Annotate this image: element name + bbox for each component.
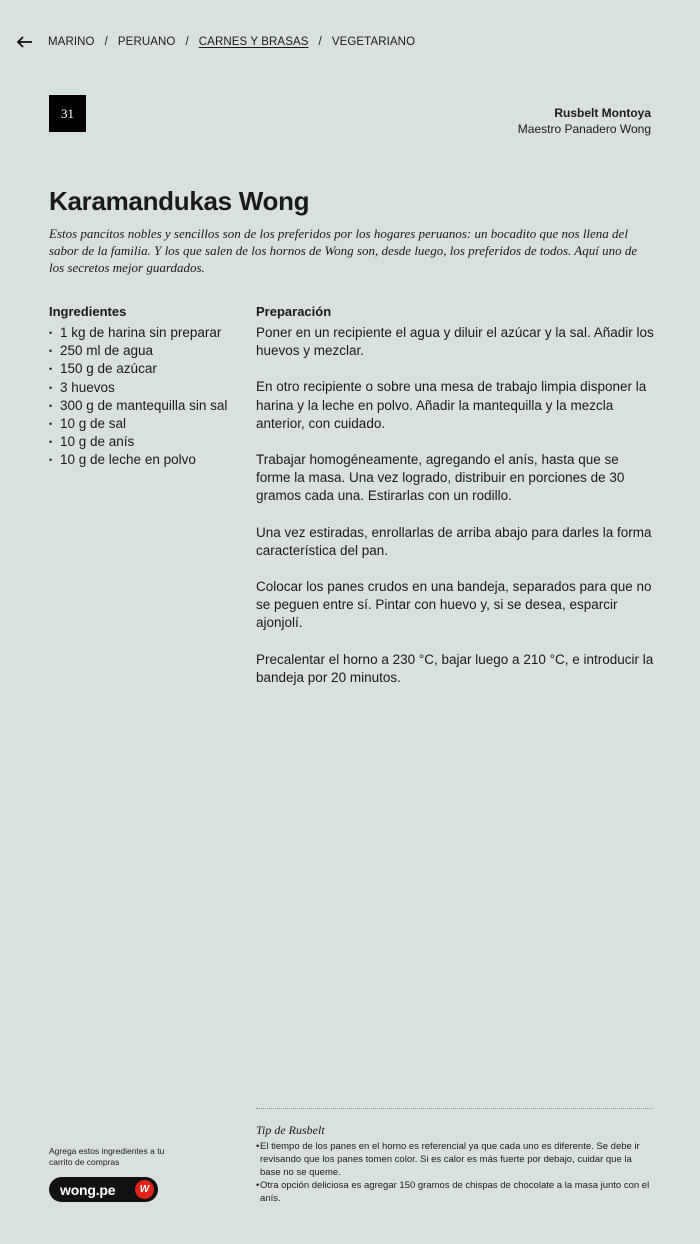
recipe-title: Karamandukas Wong (49, 186, 310, 216)
author-role: Maestro Panadero Wong (517, 122, 651, 136)
nav-item-marino[interactable]: MARINO (48, 36, 95, 48)
ingredient-item: • 3 huevos (49, 379, 249, 397)
ingredient-item: • 10 g de sal (49, 415, 249, 433)
preparation-step: Colocar los panes crudos en una bandeja, separados para que no se peguen entre sí. Pintar con huevo y, si se desea, esparcir ajonjolí. (256, 579, 652, 631)
ingredient-item: • 250 ml de agua (49, 342, 249, 360)
wong-shop-button[interactable] (49, 1177, 158, 1202)
ingredients-title: Ingredientes (49, 304, 127, 319)
ingredient-item: • 150 g de azúcar (49, 360, 249, 378)
tip-list (256, 1140, 652, 1205)
cart-prompt: Agrega estos ingredientes a tu carrito de compras (49, 1146, 165, 1167)
preparation-title: Preparación (256, 304, 332, 319)
nav-separator: / (104, 36, 108, 48)
tip-title: Tip de Rusbelt (256, 1123, 325, 1137)
nav-item-carnes-y-brasas[interactable]: CARNES Y BRASAS (198, 36, 309, 48)
tip-section (256, 1108, 652, 1205)
nav-item-peruano[interactable]: PERUANO (117, 36, 176, 48)
ingredients-list (49, 324, 249, 470)
wong-logo-icon: W (135, 1180, 154, 1199)
nav-separator: / (318, 36, 322, 48)
recipe-intro: Estos pancitos nobles y sencillos son de los preferidos por los hogares peruanos: un bocadito que nos llena del sabor de la familia. Y los que salen de los hornos de Wong son, desde luego, los preferidos de todos. Aquí uno de los secretos mejor guardados. (49, 226, 638, 275)
tip-item: • Otra opción deliciosa es agregar 150 gramos de chispas de chocolate a la masa junto con el anís. (256, 1179, 652, 1205)
ingredient-item: • 10 g de anís (49, 433, 249, 451)
page-number-badge: 31 (49, 95, 86, 132)
tip-item: • El tiempo de los panes en el horno es referencial ya que cada uno es diferente. Se debe ir revisando que los panes tomen color. Si es calor es más fuerte por debajo, cuidar que la base no se queme. (256, 1140, 652, 1179)
preparation-step: Trabajar homogéneamente, agregando el anís, hasta que se forme la masa. Una vez logrado, distribuir en porciones de 30 gramos cada una. Estirarlas con un rodillo. (256, 452, 625, 504)
preparation-step: Poner en un recipiente el agua y diluir el azúcar y la sal. Añadir los huevos y mezclar. (256, 325, 654, 359)
preparation-step: En otro recipiente o sobre una mesa de trabajo limpia disponer la harina y la leche en polvo. Añadir la mantequilla y la mezcla anterior, con cuidado. (256, 379, 647, 431)
ingredients-section (49, 303, 249, 470)
nav-separator: / (185, 36, 189, 48)
preparation-step: Una vez estiradas, enrollarlas de arriba abajo para darles la forma característica del pan. (256, 524, 652, 558)
wong-button-label: wong.pe (60, 1181, 116, 1198)
ingredient-item: • 10 g de leche en polvo (49, 451, 249, 469)
author-name: Rusbelt Montoya (554, 106, 651, 120)
nav-item-vegetariano[interactable]: VEGETARIANO (331, 36, 416, 48)
breadcrumb-nav (16, 32, 680, 52)
preparation-section (256, 303, 654, 705)
author-block (518, 105, 651, 137)
ingredient-item: • 300 g de mantequilla sin sal (49, 397, 249, 415)
back-arrow-icon[interactable] (16, 33, 34, 51)
preparation-step: Precalentar el horno a 230 °C, bajar luego a 210 °C, e introducir la bandeja por 20 minutos. (256, 651, 654, 685)
ingredient-item: • 1 kg de harina sin preparar (49, 324, 249, 342)
